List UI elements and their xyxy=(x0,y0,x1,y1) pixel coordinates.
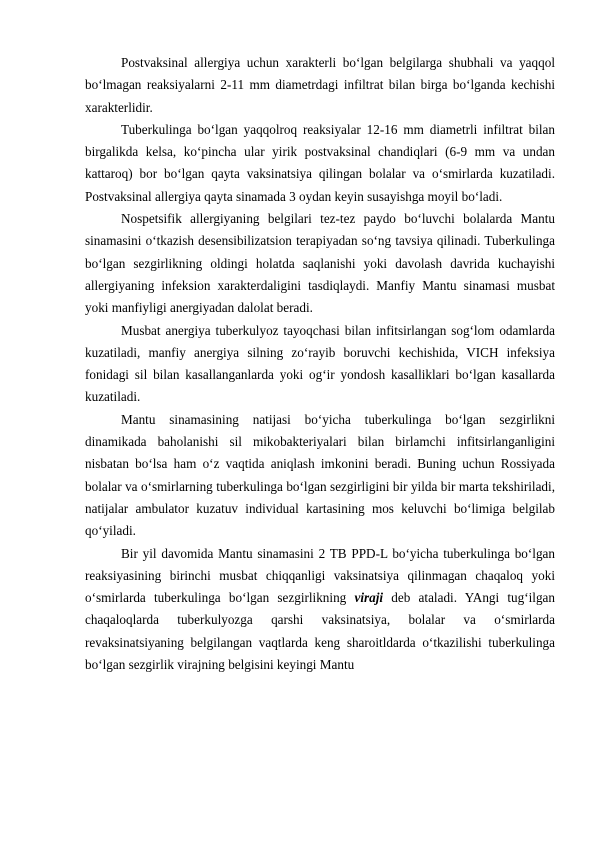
emphasized-term: viraji xyxy=(354,590,384,606)
paragraph-postvaccinal-allergy: Postvaksinal allergiya uchun xarakterli bo‘lgan belgilarga shubhali va yaqqol bo‘lmagan reaksiyalarni 2-11 mm diametrdagi infiltrat bilan birga bo‘lganda kechishi xarakterlidir. xyxy=(85,55,555,115)
paragraph-anergy: Musbat anergiya tuberkulyoz tayoqchasi bilan infitsirlangan sog‘lom odamlarda kuzatiladi, manfiy anergiya silning zo‘rayib boruvchi kechishida, VICH infeksiya fonidagi sil bilan kasallanganlarda yoki og‘ir yondosh kasalliklari bo‘lgan kasallarda kuzatiladi. xyxy=(85,322,555,405)
paragraph-text-before: Bir yil davomida Mantu sinamasini 2 TB PPD-L bo‘yicha tuberkulinga bo‘lgan reaksiyasining birinchi musbat chiqqanligi vaksinatsiya qilinmagan chaqaloq yoki o‘smirlarda tuberkulinga bo‘lgan sezgirlikning xyxy=(85,545,555,606)
body-text xyxy=(85,52,555,676)
paragraph-nonspecific-allergy: Nospetsifik allergiyaning belgilari tez-tez paydo bo‘luvchi bolalarda Mantu sinamasini o‘tkazish desensibilizatsion terapiyadan so‘ng tavsiya qilinadi. Tuberkulinga bo‘lgan sezgirlikning oldingi holatda saqlanishi yoki davolash davrida kuchayishi allergiyaning infeksion xarakterdaligini tasdiqlaydi. Manfiy Mantu sinamasi musbat yoki manfiyligi anergiyadan dalolat beradi. xyxy=(85,211,555,316)
paragraph-text-after: deb ataladi. YAngi tug‘ilgan chaqaloqlarda tuberkulyozga qarshi vaksinatsiya, bolalar va o‘smirlarda revaksinatsiyaning belgilangan vaqtlarda keng sharoitldarda o‘tkazilishi tuberkulinga bo‘lgan sezgirlik virajning belgisini keyingi Mantu xyxy=(85,590,556,673)
paragraph-tuberculin-reactions: Tuberkulinga bo‘lgan yaqqolroq reaksiyalar 12-16 mm diametrli infiltrat bilan birgalikda kelsa, ko‘pincha ular yirik postvaksinal chandiqlari (6-9 mm va undan kattaroq) bor bo‘lgan qayta vaksinatsiya qilingan bolalar va o‘smirlarda kuzatiladi. Postvaksinal allergiya qayta sinamada 3 oydan keyin susayishga moyil bo‘ladi. xyxy=(85,121,555,204)
paragraph-tuberculin-viraj xyxy=(85,543,555,677)
paragraph-mantoux-dynamics: Mantu sinamasining natijasi bo‘yicha tuberkulinga bo‘lgan sezgirlikni dinamikada baholanishi sil mikobakteriyalari bilan birlamchi infitsirlanganligini nisbatan bo‘lsa ham o‘z vaqtida aniqlash imkonini beradi. Buning uchun Rossiyada bolalar va o‘smirlarning tuberkulinga bo‘lgan sezgirligini bir yilda bir marta tekshiriladi, natijalar ambulator kuzatuv individual kartasining mos keluvchi bo‘limiga belgilab qo‘yiladi. xyxy=(85,411,555,539)
